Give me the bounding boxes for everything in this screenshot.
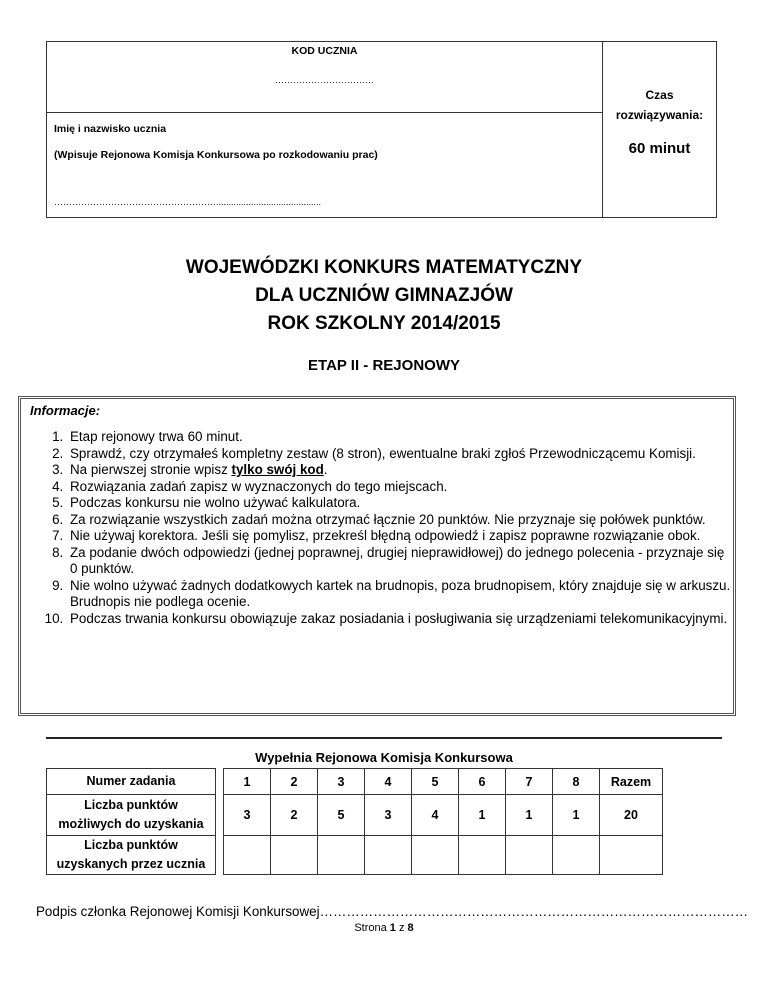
score-table	[46, 768, 663, 875]
obtained-points-cell[interactable]	[506, 836, 553, 875]
divider	[47, 112, 602, 113]
name-note: (Wpisuje Rejonowa Komisja Konkursowa po rozkodowaniu prac)	[54, 149, 378, 161]
list-item: 5. Podczas konkursu nie wolno używać kalkulatora.	[67, 495, 732, 512]
task-number: 5	[412, 769, 459, 795]
name-label: Imię i nazwisko ucznia	[54, 123, 167, 135]
table-row	[47, 769, 663, 795]
time-cell	[603, 42, 716, 217]
task-number: 6	[459, 769, 506, 795]
list-item: 6. Za rozwiązanie wszystkich zadań można otrzymać łącznie 20 punktów. Nie przyznaje się połówek punktów.	[67, 512, 732, 529]
obtained-points-cell[interactable]	[459, 836, 506, 875]
separator-line	[46, 737, 722, 739]
list-item: 7. Nie używaj korektora. Jeśli się pomylisz, przekreśl błędną odpowiedź i zapisz poprawne rozwiązanie obok.	[67, 528, 732, 545]
time-value: 60 minut	[628, 140, 691, 157]
code-field[interactable]: ……………………………	[275, 75, 374, 85]
info-label: Informacje:	[30, 403, 101, 418]
task-number: 8	[553, 769, 600, 795]
total-label: Razem	[600, 769, 663, 795]
task-number: 2	[271, 769, 318, 795]
title-line-2: DLA UCZNIÓW GIMNAZJÓW	[255, 285, 513, 306]
max-points: 1	[553, 795, 600, 836]
obtained-points-cell[interactable]	[365, 836, 412, 875]
max-points: 1	[459, 795, 506, 836]
table-row	[47, 836, 663, 875]
row-label-max: Liczba punktów możliwych do uzyskania	[47, 795, 216, 836]
obtained-points-cell[interactable]	[412, 836, 459, 875]
obtained-points-cell[interactable]	[318, 836, 365, 875]
student-info-cell	[47, 42, 603, 217]
max-points: 2	[271, 795, 318, 836]
max-points: 3	[365, 795, 412, 836]
name-field[interactable]: ………………………………………………..........................................	[54, 197, 322, 207]
item3-emphasis: tylko swój kod	[231, 462, 324, 477]
item3-prefix: Na pierwszej stronie wpisz	[70, 462, 232, 477]
info-box	[18, 396, 736, 716]
item3-suffix: .	[323, 462, 328, 477]
info-list	[45, 429, 732, 627]
obtained-points-cell[interactable]	[271, 836, 318, 875]
list-item: 10. Podczas trwania konkursu obowiązuje zakaz posiadania i posługiwania się urządzeniami telekomunikacyjnymi.	[67, 611, 732, 628]
obtained-points-cell[interactable]	[553, 836, 600, 875]
title-line-3: ROK SZKOLNY 2014/2015	[267, 313, 501, 334]
code-label: KOD UCZNIA	[291, 45, 358, 57]
list-item: 2. Sprawdź, czy otrzymałeś kompletny zestaw (8 stron), ewentualne braki zgłoś Przewodniczącemu Komisji.	[67, 446, 732, 463]
obtained-total-cell[interactable]	[600, 836, 663, 875]
list-item	[67, 462, 732, 479]
task-number: 3	[318, 769, 365, 795]
header-box	[46, 41, 717, 218]
max-points: 3	[224, 795, 271, 836]
row-label-obtained: Liczba punktów uzyskanych przez ucznia	[47, 836, 216, 875]
task-number: 7	[506, 769, 553, 795]
list-item: 4. Rozwiązania zadań zapisz w wyznaczonych do tego miejscach.	[67, 479, 732, 496]
list-item: 8. Za podanie dwóch odpowiedzi (jednej poprawnej, drugiej nieprawidłowej) do jednego polecenia - przyznaje się 0 punktów.	[67, 545, 732, 578]
time-label-2: rozwiązywania:	[615, 108, 704, 122]
score-table-title: Wypełnia Rejonowa Komisja Konkursowa	[255, 750, 513, 765]
task-number: 4	[365, 769, 412, 795]
max-total: 20	[600, 795, 663, 836]
max-points: 5	[318, 795, 365, 836]
time-label-1: Czas	[645, 88, 674, 102]
stage-title: ETAP II - REJONOWY	[308, 357, 460, 374]
signature-line[interactable]: Podpis członka Rejonowej Komisji Konkursowej……………………………………………………………………………………	[36, 904, 749, 919]
row-label-task: Numer zadania	[47, 769, 216, 795]
table-row	[47, 795, 663, 836]
task-number: 1	[224, 769, 271, 795]
max-points: 4	[412, 795, 459, 836]
title-line-1: WOJEWÓDZKI KONKURS MATEMATYCZNY	[185, 257, 583, 278]
max-points: 1	[506, 795, 553, 836]
obtained-points-cell[interactable]	[224, 836, 271, 875]
list-item: 1. Etap rejonowy trwa 60 minut.	[67, 429, 732, 446]
list-item: 9. Nie wolno używać żadnych dodatkowych kartek na brudnopis, poza brudnopisem, który znajduje się w arkuszu. Brudnopis nie podlega ocenie.	[67, 578, 732, 611]
page-number: Strona 1 z 8	[354, 922, 414, 934]
